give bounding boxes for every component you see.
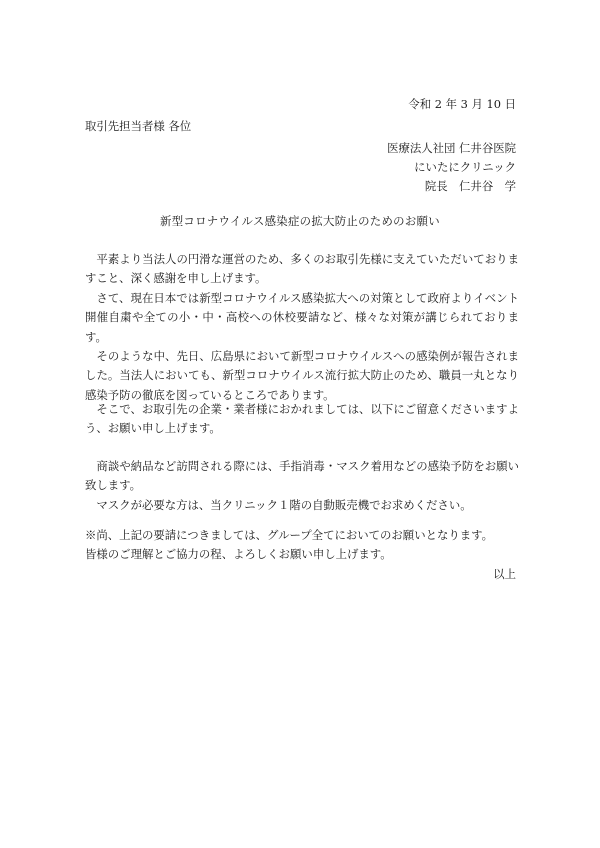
- closing-mark: 以上: [493, 567, 516, 581]
- paragraph-request-intro: そこで、お取引先の企業・業者様におかれましては、以下にご留意くださいますよう、お願い申し上げます。: [85, 402, 519, 436]
- body-section-2: [85, 400, 519, 439]
- sender-organization: 医療法人社団 仁井谷医院: [387, 141, 516, 155]
- body-section-4: [85, 526, 519, 565]
- sender-clinic: にいたにクリニック: [414, 160, 516, 174]
- paragraph-note-group: ※尚、上記の要請につきましては、グループ全てにおいてのお願いとなります。: [85, 528, 494, 542]
- paragraph-thanks: 皆様のご理解とご協力の程、よろしくお願い申し上げます。: [85, 547, 392, 562]
- paragraph-visit-precautions: 商談や納品など訪問される際には、手指消毒・マスク着用などの感染予防をお願い致します。: [85, 459, 519, 493]
- paragraph-hiroshima: そのような中、先日、広島県において新型コロナウイルスへの感染例が報告されました。当法人においても、新型コロナウイルス流行拡大防止のため、職員一丸となり感染予防の徹底を図っているところであります。: [85, 349, 519, 402]
- letter-date: 令和 2 年 3 月 10 日: [408, 97, 516, 111]
- sender-director: 院長 仁井谷 学: [424, 179, 516, 193]
- paragraph-situation: さて、現在日本では新型コロナウイルス感染拡大への対策として政府よりイベント開催自粛や全ての小・中・高校への休校要請など、様々な対策が講じられております。: [85, 290, 519, 344]
- paragraph-gratitude: 平素より当法人の円滑な運営のため、多くのお取引先様に支えていただいておりますこと、深く感謝を申し上げます。: [85, 252, 519, 286]
- body-section-1: [85, 250, 519, 405]
- body-section-3: [85, 457, 519, 515]
- recipient: 取引先担当者様 各位: [85, 119, 192, 133]
- paragraph-mask-vending: マスクが必要な方は、当クリニック１階の自動販売機でお求めください。: [96, 497, 472, 512]
- document-title: 新型コロナウイルス感染症の拡大防止のためのお願い: [160, 214, 440, 228]
